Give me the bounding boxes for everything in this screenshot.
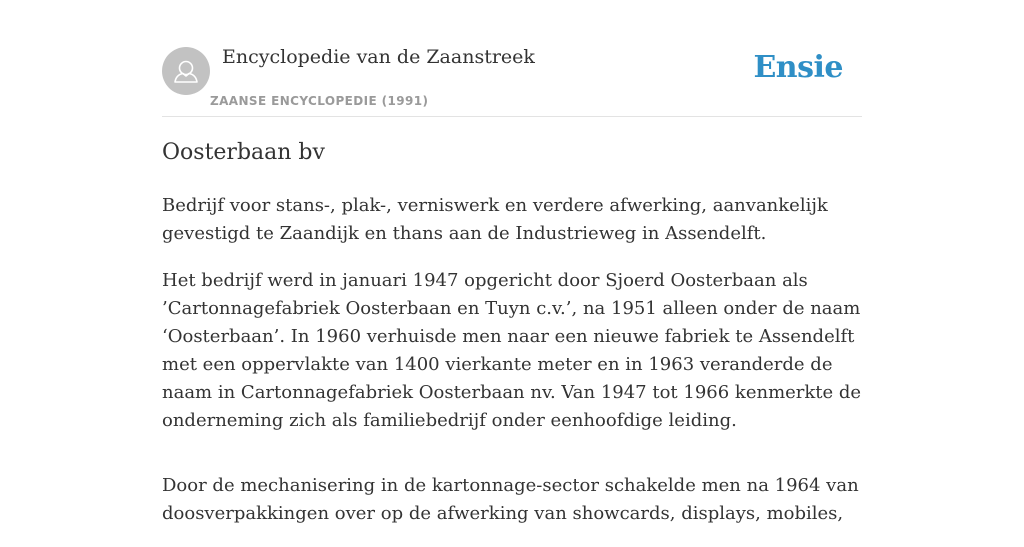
source-title[interactable]: Encyclopedie van de Zaanstreek bbox=[222, 46, 535, 68]
article-body bbox=[162, 192, 862, 547]
paragraph-history: Het bedrijf werd in januari 1947 opgericht door Sjoerd Oosterbaan als ’Cartonnagefabriek Oosterbaan en Tuyn c.v.’, na 1951 alleen onder de naam ‘Oosterbaan’. In 1960 verhuisde men naar een nieuwe fabriek te Assendelft met een oppervlakte van 1400 vierkante meter en in 1963 veranderde de naam in Cartonnagefabriek Oosterbaan nv. Van 1947 tot 1966 kenmerkte de onderneming zich als familiebedrijf onder eenhoofdige leiding. bbox=[162, 270, 862, 431]
article-title: Oosterbaan bv bbox=[162, 140, 325, 165]
avatar[interactable] bbox=[162, 47, 210, 95]
paragraph-mechanisation: Door de mechanisering in de kartonnage-sector schakelde men na 1964 van doosverpakkingen over op de afwerking van showcards, displays, mobiles, bbox=[162, 475, 859, 524]
header bbox=[162, 0, 862, 117]
source-subtitle: ZAANSE ENCYCLOPEDIE (1991) bbox=[210, 94, 429, 108]
page bbox=[162, 0, 862, 524]
paragraph-intro: Bedrijf voor stans-, plak-, verniswerk en verdere afwerking, aanvankelijk gevestigd te Zaandijk en thans aan de Industrieweg in Assendelft. bbox=[162, 195, 828, 244]
user-silhouette-icon bbox=[162, 47, 210, 95]
brand-logo[interactable]: Ensie bbox=[753, 50, 843, 85]
